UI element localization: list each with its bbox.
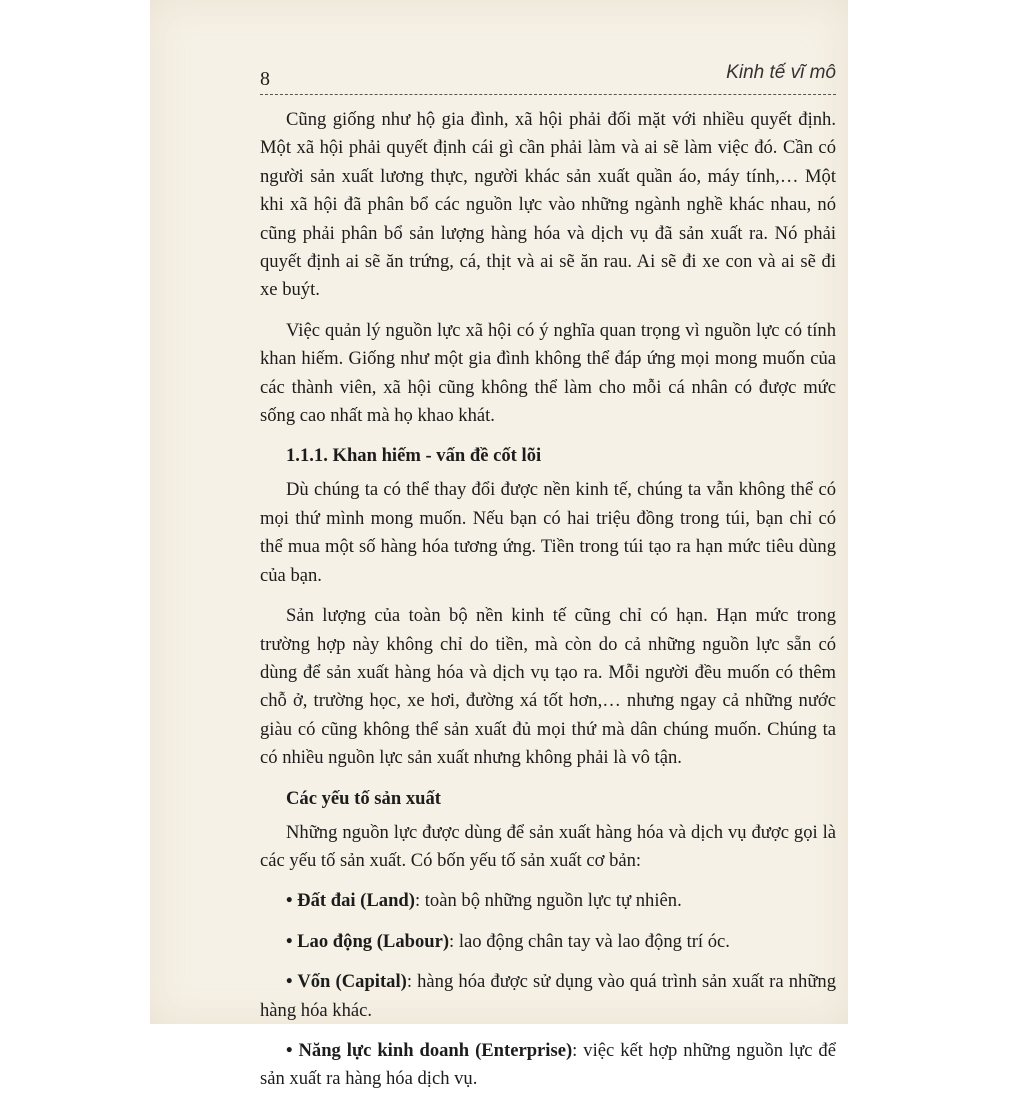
book-page: [150, 0, 848, 1090]
running-title: Kinh tế vĩ mô: [726, 62, 836, 83]
page-content: [260, 106, 836, 1106]
bullet-labour: [260, 928, 836, 956]
paragraph-5: Những nguồn lực được dùng để sản xuất hàng hóa và dịch vụ được gọi là các yếu tố sản xuất. Có bốn yếu tố sản xuất cơ bản:: [260, 821, 836, 871]
bullet-term: • Đất đai (Land): [286, 890, 415, 912]
bullet-capital: [260, 968, 836, 1025]
bullet-text: : việc kết hợp những nguồn lực để sản xuất ra hàng hóa dịch vụ.: [260, 1039, 836, 1090]
bullet-text: : lao động chân tay và lao động trí óc.: [449, 930, 730, 952]
bullet-text: : hàng hóa được sử dụng vào quá trình sản xuất ra những hàng hóa khác.: [260, 971, 837, 1021]
section-heading-factors: Các yếu tố sản xuất: [286, 787, 441, 809]
page-header: [260, 60, 836, 95]
bullet-land: [260, 887, 836, 915]
paragraph-1: Cũng giống như hộ gia đình, xã hội phải đối mặt với nhiều quyết định. Một xã hội phải quyết định cái gì cần phải làm và ai sẽ làm việc đó. Cần có người sản xuất lương thực, người khác sản xuất quần áo, máy tính,… Một khi xã hội đã phân bổ các nguồn lực vào những ngành nghề khác nhau, nó cũng phải phân bổ sản lượng hàng hóa và dịch vụ đã sản xuất ra. Nó phải quyết định ai sẽ ăn trứng, cá, thịt và ai sẽ ăn rau. Ai sẽ đi xe con và ai sẽ đi xe buýt.: [260, 109, 836, 301]
page-number: 8: [260, 68, 270, 90]
bullet-term: • Lao động (Labour): [286, 930, 450, 952]
paragraph-3: Dù chúng ta có thể thay đổi được nền kinh tế, chúng ta vẫn không thể có mọi thứ mình mong muốn. Nếu bạn có hai triệu đồng trong túi, bạn chỉ có thể mua một số hàng hóa tương ứng. Tiền trong túi tạo ra hạn mức tiêu dùng của bạn.: [260, 479, 836, 586]
bullet-term: • Vốn (Capital): [286, 971, 407, 993]
paragraph-4: Sản lượng của toàn bộ nền kinh tế cũng chỉ có hạn. Hạn mức trong trường hợp này không chỉ do tiền, mà còn do cả những nguồn lực sẵn có dùng để sản xuất hàng hóa và dịch vụ tạo ra. Mỗi người đều muốn có thêm chỗ ở, trường học, xe hơi, đường xá tốt hơn,… nhưng ngay cả những nước giàu có cũng không thể sản xuất đủ mọi thứ mà dân chúng muốn. Chúng ta có nhiều nguồn lực sản xuất nhưng không phải là vô tận.: [260, 605, 836, 769]
section-heading-scarcity: 1.1.1. Khan hiếm - vấn đề cốt lõi: [286, 445, 542, 467]
bullet-enterprise: [260, 1037, 836, 1094]
bullet-term: • Năng lực kinh doanh (Enterprise): [286, 1039, 573, 1061]
paragraph-2: Việc quản lý nguồn lực xã hội có ý nghĩa quan trọng vì nguồn lực có tính khan hiếm. Giống như một gia đình không thể đáp ứng mọi mong muốn của các thành viên, xã hội cũng không thể làm cho mỗi cá nhân có được mức sống cao nhất mà họ khao khát.: [260, 319, 836, 427]
bullet-text: : toàn bộ những nguồn lực tự nhiên.: [414, 890, 682, 912]
